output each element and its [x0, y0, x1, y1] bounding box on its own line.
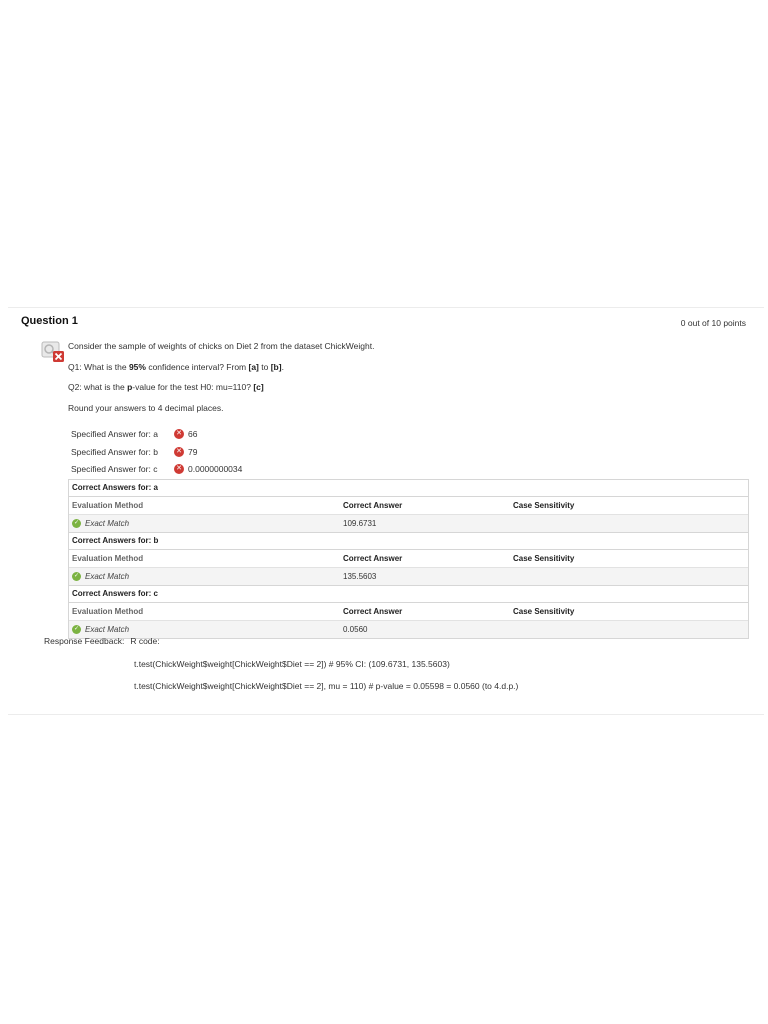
check-circle-icon: ✓	[73, 626, 80, 633]
table-header-row: Evaluation Method Correct Answer Case Sensitivity	[69, 497, 748, 515]
table-row: ✓ Exact Match 109.6731	[69, 515, 748, 533]
check-circle-icon: ✓	[73, 520, 80, 527]
correct-answers-heading: Correct Answers for: b	[69, 533, 748, 550]
question-q2: Q2: what is the p-value for the test H0: mu=110? [c]	[68, 382, 264, 392]
x-circle-icon: ✕	[174, 429, 184, 439]
correct-answers-heading: Correct Answers for: c	[69, 586, 748, 603]
question-intro: Consider the sample of weights of chicks on Diet 2 from the dataset ChickWeight.	[68, 341, 375, 351]
x-circle-icon: ✕	[174, 447, 184, 457]
question-title: Question 1	[21, 315, 78, 327]
table-row: ✓ Exact Match 135.5603	[69, 568, 748, 586]
table-header-row: Evaluation Method Correct Answer Case Sensitivity	[69, 550, 748, 568]
question-q1: Q1: What is the 95% confidence interval? From [a] to [b].	[68, 362, 284, 372]
question-panel	[8, 307, 764, 715]
correct-answers-heading: Correct Answers for: a	[69, 480, 748, 497]
incorrect-question-icon	[41, 341, 65, 363]
round-note: Round your answers to 4 decimal places.	[68, 403, 224, 413]
response-feedback: Response Feedback: R code:	[44, 636, 160, 646]
feedback-code-line-2: t.test(ChickWeight$weight[ChickWeight$Diet == 2], mu = 110) # p-value = 0.05598 = 0.0560 (to 4.d.p.)	[134, 681, 519, 691]
specified-answer-a: Specified Answer for: a ✕ 66	[71, 429, 198, 439]
specified-answer-c: Specified Answer for: c ✕ 0.0000000034	[71, 464, 243, 474]
question-points: 0 out of 10 points	[680, 318, 746, 328]
feedback-code-line-1: t.test(ChickWeight$weight[ChickWeight$Diet == 2]) # 95% CI: (109.6731, 135.5603)	[134, 659, 450, 669]
x-circle-icon: ✕	[174, 464, 184, 474]
check-circle-icon: ✓	[73, 573, 80, 580]
correct-answers-table	[68, 479, 749, 639]
table-row: ✓ Exact Match 0.0560	[69, 621, 748, 638]
table-header-row: Evaluation Method Correct Answer Case Sensitivity	[69, 603, 748, 621]
specified-answer-b: Specified Answer for: b ✕ 79	[71, 447, 198, 457]
